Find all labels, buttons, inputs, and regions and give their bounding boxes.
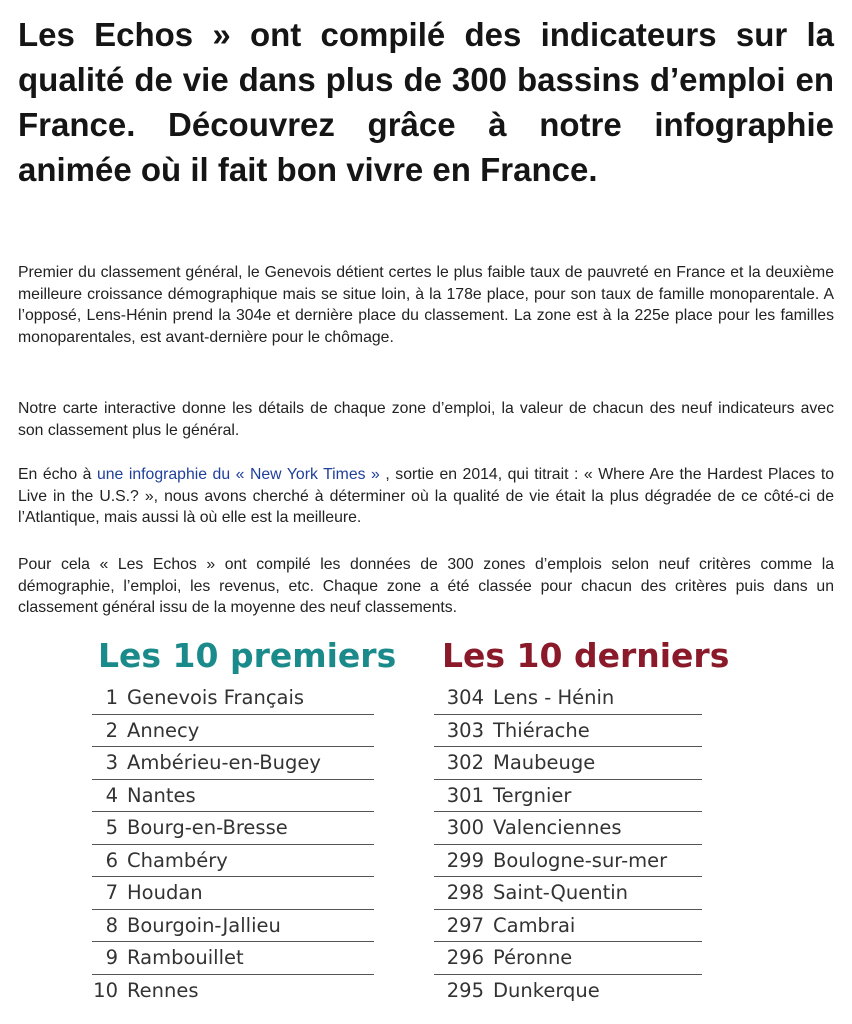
bottom-ten-list bbox=[434, 682, 702, 1007]
zone-name: Genevois Français bbox=[127, 686, 305, 710]
rank-number: 299 bbox=[446, 848, 484, 872]
rank-number: 5 bbox=[105, 816, 118, 840]
zone-name: Saint-Quentin bbox=[493, 881, 628, 905]
list-item bbox=[434, 910, 702, 943]
zone-name: Maubeuge bbox=[493, 751, 596, 775]
list-item bbox=[92, 845, 374, 878]
rank-number: 3 bbox=[105, 751, 118, 775]
list-item bbox=[434, 747, 702, 780]
rank-number: 7 bbox=[105, 881, 118, 905]
rank-number: 295 bbox=[446, 979, 484, 1003]
zone-name: Chambéry bbox=[127, 848, 228, 872]
zone-name: Tergnier bbox=[493, 783, 572, 807]
rank-number: 300 bbox=[446, 816, 484, 840]
list-item bbox=[434, 780, 702, 813]
top-ten-list bbox=[92, 682, 374, 1007]
rank-number: 8 bbox=[105, 913, 118, 937]
list-item bbox=[92, 780, 374, 813]
list-item bbox=[434, 942, 702, 975]
zone-name: Dunkerque bbox=[493, 979, 600, 1003]
rank-number: 304 bbox=[446, 686, 484, 710]
rank-number: 298 bbox=[446, 881, 484, 905]
list-item bbox=[434, 975, 702, 1008]
list-item bbox=[92, 942, 374, 975]
list-item bbox=[434, 877, 702, 910]
zone-name: Rambouillet bbox=[127, 946, 244, 970]
bottom-list-title: Les 10 derniers bbox=[442, 636, 730, 675]
rank-number: 2 bbox=[105, 718, 118, 742]
paragraph-nyt-lead: En écho à bbox=[18, 466, 97, 483]
rank-number: 296 bbox=[446, 946, 484, 970]
zone-name: Valenciennes bbox=[493, 816, 622, 840]
rank-number: 10 bbox=[93, 979, 118, 1003]
rank-number: 6 bbox=[105, 848, 118, 872]
zone-name: Boulogne-sur-mer bbox=[493, 848, 668, 872]
zone-name: Bourg-en-Bresse bbox=[127, 816, 288, 840]
zone-name: Thiérache bbox=[493, 718, 590, 742]
headline: Les Echos » ont compilé des indicateurs sur la qualité de vie dans plus de 300 bassins d’emploi en France. Découvrez grâce à notre infographie animée où il fait bon vivre en France. bbox=[18, 16, 834, 188]
list-item bbox=[92, 747, 374, 780]
rank-number: 9 bbox=[105, 946, 118, 970]
zone-name: Cambrai bbox=[493, 913, 576, 937]
zone-name: Bourgoin-Jallieu bbox=[127, 913, 281, 937]
list-item bbox=[92, 715, 374, 748]
paragraph-method: Pour cela « Les Echos » ont compilé les données de 300 zones d’emplois selon neuf critères comme la démographie, l’emploi, les revenus, etc. Chaque zone a été classée pour chacun des critères puis dans un classement général issu de la moyenne des neuf classements. bbox=[18, 556, 834, 616]
rank-number: 303 bbox=[446, 718, 484, 742]
list-item bbox=[92, 975, 374, 1008]
rank-number: 1 bbox=[105, 686, 118, 710]
rank-number: 301 bbox=[446, 783, 484, 807]
paragraph-nyt bbox=[18, 464, 834, 529]
list-item bbox=[434, 715, 702, 748]
zone-name: Ambérieu-en-Bugey bbox=[127, 751, 321, 775]
zone-name: Péronne bbox=[493, 946, 573, 970]
list-item bbox=[434, 845, 702, 878]
list-item bbox=[92, 812, 374, 845]
list-item bbox=[92, 877, 374, 910]
zone-name: Lens - Hénin bbox=[493, 686, 615, 710]
paragraph-nyt-rest: , sortie en 2014, qui titrait : « Where Are the Hardest Places to Live in the U.S.? », nous avons cherché à déterminer où la qualité de vie était la plus dégradée de ce côté-ci de l’Atlantique, mais aussi là où elle est la meilleure. bbox=[18, 466, 834, 526]
paragraph-intro: Premier du classement général, le Genevois détient certes le plus faible taux de pauvreté en France et la deuxième meilleure croissance démographique mais se situe loin, à la 178e place, pour son taux de famille monoparentale. A l’opposé, Lens-Hénin prend la 304e et dernière place du classement. La zone est à la 225e place pour les familles monoparentales, est avant-dernière pour le chômage. bbox=[18, 264, 834, 346]
list-item bbox=[434, 682, 702, 715]
zone-name: Nantes bbox=[127, 783, 196, 807]
rank-number: 297 bbox=[446, 913, 484, 937]
rank-number: 4 bbox=[105, 783, 118, 807]
nyt-infographic-link[interactable]: une infographie du « New York Times » bbox=[96, 466, 380, 483]
paragraph-map: Notre carte interactive donne les détails de chaque zone d’emploi, la valeur de chacun des neuf indicateurs avec son classement plus le général. bbox=[18, 400, 834, 439]
zone-name: Rennes bbox=[127, 979, 199, 1003]
list-item bbox=[434, 812, 702, 845]
top-list-title: Les 10 premiers bbox=[98, 636, 397, 675]
zone-name: Annecy bbox=[127, 718, 200, 742]
zone-name: Houdan bbox=[127, 881, 203, 905]
rank-number: 302 bbox=[446, 751, 484, 775]
list-item bbox=[92, 910, 374, 943]
list-item bbox=[92, 682, 374, 715]
